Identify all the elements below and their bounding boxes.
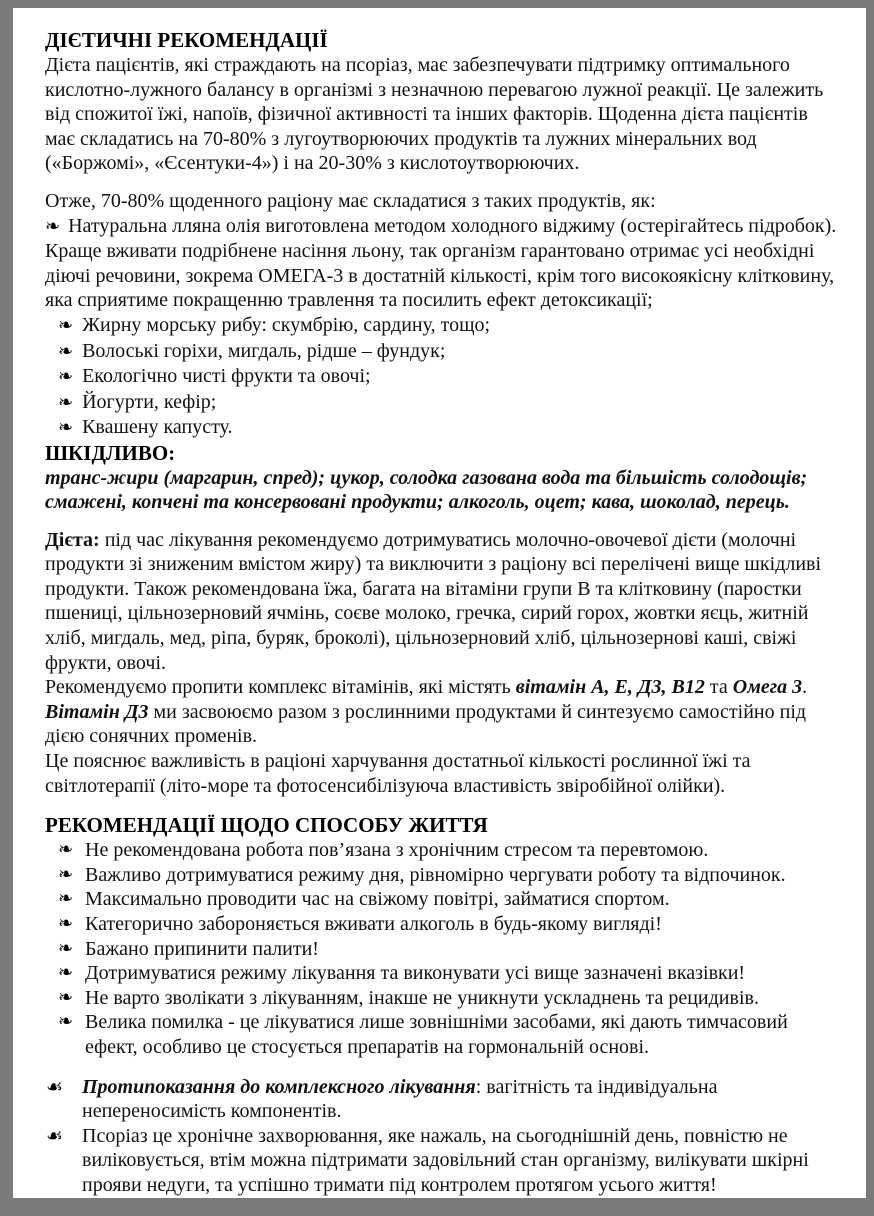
contraindications-note — [45, 1075, 838, 1124]
fleuron-bullet-icon: ❧ — [58, 863, 74, 885]
fleuron-bullet-icon: ❧ — [58, 417, 74, 439]
fleuron-bullet-icon: ❧ — [58, 888, 74, 910]
spacer — [45, 515, 838, 528]
diet-lead-line: Отже, 70-80% щоденного раціону має складатися з таких продуктів, як: — [45, 189, 656, 212]
lifestyle-item-text: Важливо дотримуватися режиму дня, рівномірно чергувати роботу та відпочинок. — [85, 863, 786, 886]
product-item-text: Жирну морську рибу: скумбрію, сардину, тощо; — [82, 313, 491, 336]
vitamins-pre-text: Рекомендуємо пропити комплекс вітамінів, які містять — [45, 676, 516, 699]
product-item — [58, 339, 838, 365]
lifestyle-item-text: Не варто зволікати з лікуванням, інакше не уникнути ускладнень та рецидивів. — [85, 986, 759, 1009]
omega-name: Омега 3 — [732, 676, 803, 699]
document-page — [13, 8, 866, 1198]
vitamins-end-text: . — [802, 676, 808, 699]
fleuron-bullet-icon: ❧ — [58, 962, 74, 984]
fleuron-bullet-icon: ❧ — [58, 986, 74, 1008]
contraindications-text: : вагітність та індивідуальна непереносимість компонентів. — [82, 1075, 718, 1123]
fleuron-bullet-icon: ❧ — [58, 366, 74, 388]
product-item-text: Квашену капусту. — [82, 416, 233, 439]
diet-section-title: ДІЄТИЧНІ РЕКОМЕНДАЦІЇ — [45, 28, 328, 52]
diet-regimen-text: під час лікування рекомендуємо дотримуватись молочно-овочевої дієти (молочні продукти зі зниженим вмістом жиру) та виключити з раціону всі перелічені вище шкідливі продукти. Також рекомендована їжа, багата на вітаміни групи В та клітковину (паростки пшениці, цільнозерновий ячмінь, соєве молоко, гречка, сирий горох, жовтки яєць, житній хліб, мигдаль, мед, ріпа, буряк, броколі), цільнозерновий хліб, цільнозернові каші, свіжі фрукти, овочі. — [45, 528, 822, 674]
fleuron-bullet-icon: ❧ — [58, 340, 74, 362]
harmful-section-title: ШКІДЛИВО: — [45, 440, 176, 465]
chronic-disease-note — [45, 1124, 838, 1198]
light-therapy-paragraph: Це пояснює важливість в раціоні харчування достатньої кількості рослинної їжі та світлотерапії (літо-море та фотосенсибілізуюча властивість звіробійної олійки). — [45, 750, 751, 797]
lifestyle-item-text: Категорично забороняється вживати алкоголь в будь-якому вигляді! — [85, 913, 662, 935]
vitamin-names: вітамін А, Е, Д3, В12 — [515, 676, 705, 699]
lifestyle-item — [58, 961, 838, 986]
spacer — [45, 798, 838, 813]
product-item-text: Екологічно чисті фрукти та овочі; — [82, 365, 371, 388]
lifestyle-item-text: Бажано припинити палити! — [85, 937, 319, 960]
fleuron-bullet-icon: ❧ — [58, 391, 74, 413]
lifestyle-item — [58, 838, 838, 863]
product-item — [45, 214, 838, 313]
vitamin-d3-text: ми засвоюємо разом з рослинними продуктами й синтезуємо самостійно під дією сонячних променів. — [45, 700, 807, 748]
document-content — [13, 8, 866, 1198]
product-item — [58, 364, 838, 390]
fleuron-bullet-icon: ❧ — [45, 215, 61, 237]
product-item-text: Волоські горіхи, мигдаль, рідше – фундук; — [82, 339, 446, 362]
product-item — [58, 313, 838, 339]
lifestyle-item-text: Не рекомендована робота пов’язана з хронічним стресом та перевтомою. — [85, 839, 709, 862]
note-bullet-icon: ☙ — [46, 1075, 64, 1098]
contraindications-label: Протипоказання до комплексного лікування — [82, 1075, 476, 1098]
lifestyle-item — [58, 887, 838, 912]
fleuron-bullet-icon: ❧ — [58, 937, 74, 959]
lifestyle-item — [58, 863, 838, 888]
spacer — [45, 176, 838, 189]
fleuron-bullet-icon: ❧ — [58, 913, 74, 934]
lifestyle-item-text: Дотримуватися режиму лікування та виконувати усі вище зазначені вказівки! — [85, 962, 746, 985]
lifestyle-item — [58, 1010, 838, 1059]
diet-regimen-paragraph — [45, 528, 838, 676]
product-item-text: Йогурти, кефір; — [82, 390, 217, 413]
diet-label: Дієта: — [45, 528, 100, 551]
note-bullet-icon: ☙ — [46, 1124, 64, 1147]
lifestyle-item — [58, 986, 838, 1011]
chronic-disease-text: Псоріаз це хронічне захворювання, яке нажаль, на сьогоднішній день, повністю не виліковується, втім можна підтримати задовільний стан організму, вилікувати шкірні прояви недуги, та успішно тримати під контролем протягом усього життя! — [82, 1124, 809, 1196]
vitamins-mid-text: та — [704, 676, 733, 699]
fleuron-bullet-icon: ❧ — [58, 839, 74, 861]
lifestyle-item-text: Максимально проводити час на свіжому повітрі, займатися спортом. — [85, 888, 670, 911]
lifestyle-section-title: РЕКОМЕНДАЦІЇ ЩОДО СПОСОБУ ЖИТТЯ — [45, 813, 488, 838]
product-item — [58, 390, 838, 416]
vitamins-paragraph — [45, 675, 838, 749]
lifestyle-item — [58, 937, 838, 962]
product-item-text: Натуральна лляна олія виготовлена методом холодного віджиму (остерігайтесь підробок). Краще вживати подрібнене насіння льону, так організм гарантовано отримає усі необхідні діючі речовини, зокрема ОМЕГА-3 в достатній кількості, крім того високоякісну клітковину, яка сприятиме покращенню травлення та посилить ефект детоксикації; — [45, 214, 837, 312]
harmful-text: транс-жири (маргарин, спред); цукор, солодка газована вода та більшість солодощів; смажені, копчені та консервовані продукти; алкоголь, оцет; кава, шоколад, перець. — [45, 466, 808, 514]
spacer — [45, 1060, 838, 1075]
vitamin-d3-label: Вітамін Д3 — [45, 700, 149, 723]
diet-intro-paragraph: Дієта пацієнтів, які страждають на псоріаз, має забезпечувати підтримку оптимального кислотно-лужного балансу в організмі з незначною перевагою лужної реакції. Це залежить від спожитої їжі, напоїв, фізичної активності та інших факторів. Щоденна дієта пацієнтів має складатись на 70-80% з лугоутворюючих продуктів та лужних мінеральних вод («Боржомі», «Єсентуки-4») і на 20-30% з кислотоутворюючих. — [45, 54, 824, 175]
fleuron-bullet-icon: ❧ — [58, 1011, 74, 1033]
lifestyle-item — [58, 912, 838, 937]
product-item — [58, 415, 838, 441]
fleuron-bullet-icon: ❧ — [58, 314, 74, 336]
lifestyle-item-text: Велика помилка - це лікуватися лише зовнішніми засобами, які дають тимчасовий ефект, особливо це стосується препаратів на гормональній основі. — [85, 1011, 788, 1058]
